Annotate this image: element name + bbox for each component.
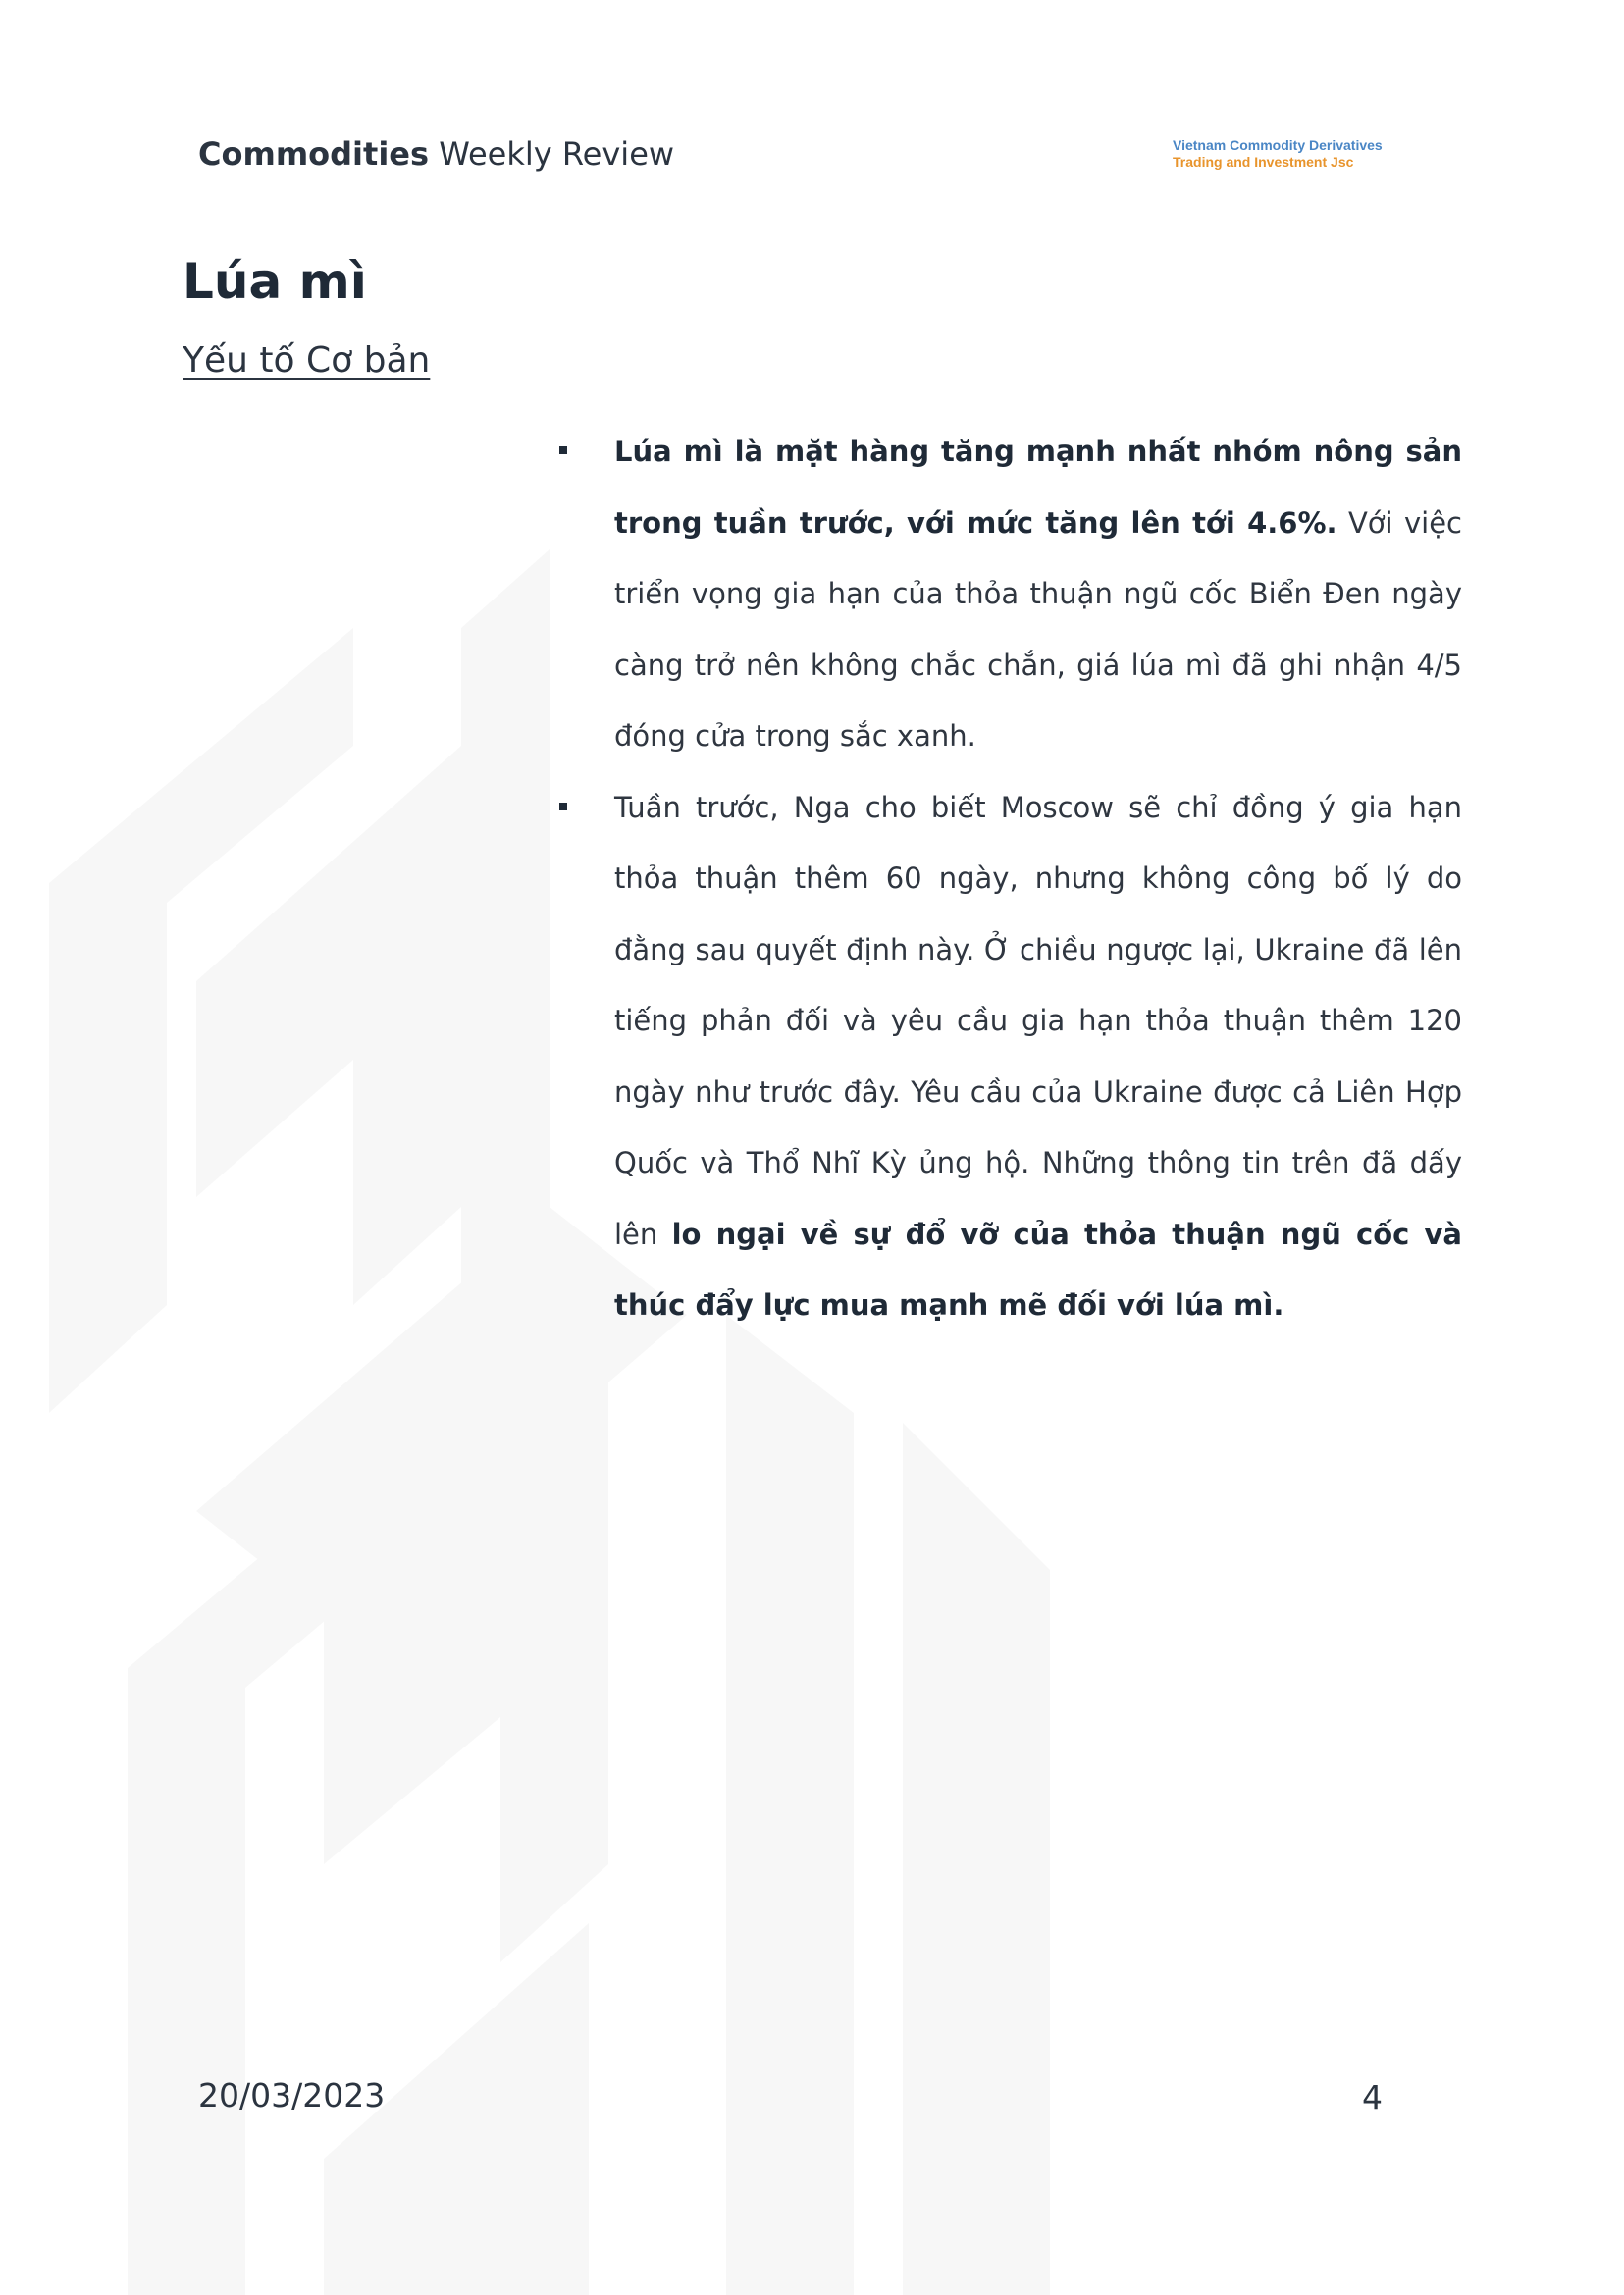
header-title-rest: Weekly Review bbox=[429, 135, 675, 173]
bullet-1-text: Với việc triển vọng gia hạn của thỏa thuận ngũ cốc Biển Đen ngày càng trở nên không chắc chắn, giá lúa mì đã ghi nhận 4/5 đóng cửa trong sắc xanh. bbox=[614, 505, 1462, 753]
bullet-item-1 bbox=[557, 416, 1462, 772]
footer-date: 20/03/2023 bbox=[198, 2076, 386, 2114]
section-title: Lúa mì bbox=[183, 253, 367, 310]
subsection-title: Yếu tố Cơ bản bbox=[183, 340, 431, 381]
bullet-item-2 bbox=[557, 772, 1462, 1341]
bullet-1-bold-text: Lúa mì là mặt hàng tăng mạnh nhất nhóm nông sản trong tuần trước, với mức tăng lên tới 4.6%. bbox=[614, 435, 1462, 540]
document-header-title bbox=[198, 135, 674, 173]
square-bullet-icon bbox=[559, 446, 567, 454]
bullet-list bbox=[557, 416, 1462, 1341]
logo-line-1: Vietnam Commodity Derivatives bbox=[1173, 137, 1383, 153]
square-bullet-icon bbox=[559, 803, 567, 810]
logo-line-2: Trading and Investment Jsc bbox=[1173, 154, 1354, 170]
bullet-2-bold-text: lo ngại về sự đổ vỡ của thỏa thuận ngũ cốc và thúc đẩy lực mua mạnh mẽ đối với lúa mì. bbox=[614, 1217, 1462, 1322]
header-title-bold: Commodities bbox=[198, 135, 430, 173]
bullet-2-text: Tuần trước, Nga cho biết Moscow sẽ chỉ đồng ý gia hạn thỏa thuận thêm 60 ngày, nhưng không công bố lý do đằng sau quyết định này. Ở chiều ngược lại, Ukraine đã lên tiếng phản đối và yêu cầu gia hạn thỏa thuận thêm 120 ngày như trước đây. Yêu cầu của Ukraine được cả Liên Hợp Quốc và Thổ Nhĩ Kỳ ủng hộ. Những thông tin trên đã dấy lên bbox=[614, 790, 1462, 1251]
company-logo bbox=[1173, 137, 1383, 171]
page-number: 4 bbox=[1362, 2078, 1383, 2116]
